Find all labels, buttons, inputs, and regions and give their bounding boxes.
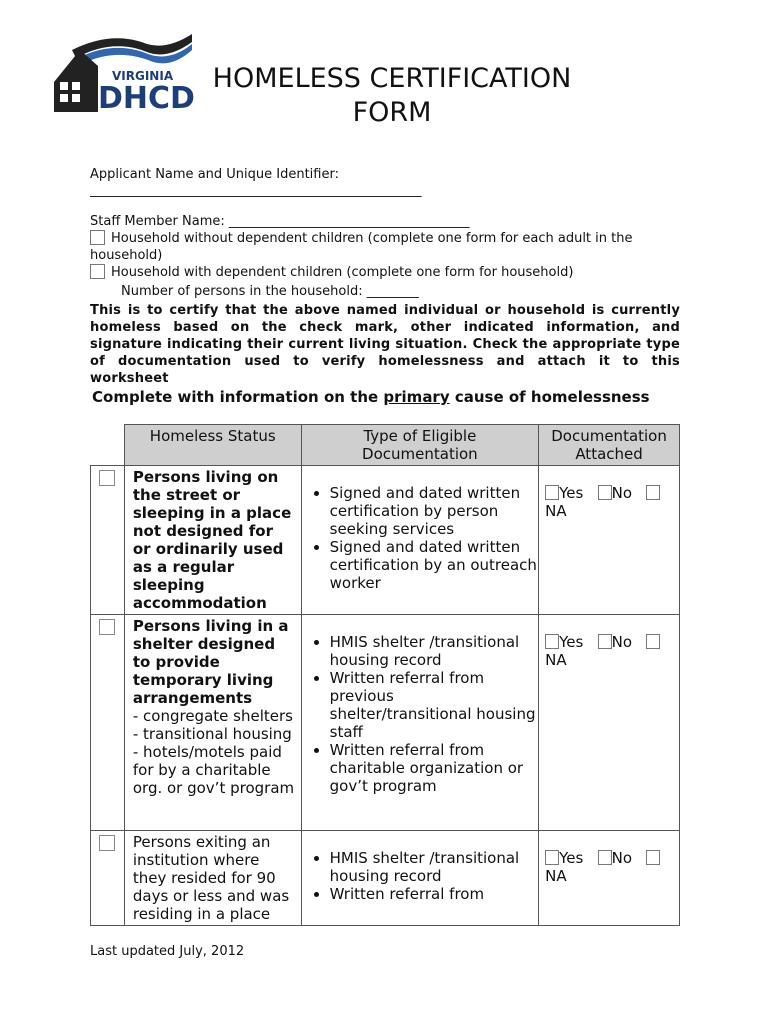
na-label: NA — [545, 502, 567, 520]
staff-input[interactable]: _____________________________________ — [228, 214, 470, 229]
na-label: NA — [545, 651, 567, 669]
docs-list — [302, 849, 538, 903]
attached-cell — [539, 466, 680, 615]
docs-cell — [301, 615, 538, 831]
attached-cell — [539, 615, 680, 831]
no-checkbox[interactable] — [598, 485, 612, 500]
applicant-input[interactable]: ___________________________________________________ — [90, 183, 422, 198]
primary-heading-after: cause of homelessness — [449, 388, 650, 406]
last-updated: Last updated July, 2012 — [90, 944, 245, 959]
persons-row — [121, 283, 419, 300]
row-checkbox-cell — [91, 466, 125, 615]
household-without-label: Household without dependent children (complete one form for each adult in the household) — [90, 231, 633, 263]
attached-options — [545, 849, 673, 867]
row-checkbox-cell — [91, 831, 125, 926]
yes-checkbox[interactable] — [545, 485, 559, 500]
primary-heading-underlined: primary — [383, 388, 450, 406]
row-checkbox[interactable] — [99, 470, 115, 486]
primary-cause-heading — [92, 388, 650, 406]
header-blank — [91, 425, 125, 466]
docs-item: • Written referral from previous shelter/transitional housing staff — [330, 669, 538, 741]
header-homeless-status: Homeless Status — [124, 425, 301, 466]
docs-item: • Written referral from — [330, 885, 538, 903]
status-cell — [124, 831, 301, 926]
household-with-checkbox[interactable] — [90, 264, 105, 279]
status-normal: - congregate shelters - transitional housing - hotels/motels paid for by a charitable org. or gov’t program — [132, 707, 295, 797]
header-documentation-type: Type of Eligible Documentation — [301, 425, 538, 466]
docs-item: • HMIS shelter /transitional housing record — [330, 633, 538, 669]
row-checkbox[interactable] — [99, 619, 115, 635]
status-bold: Persons living in a shelter designed to provide temporary living arrangements — [132, 617, 289, 707]
docs-list — [302, 484, 538, 592]
docs-list — [302, 633, 538, 795]
primary-heading-before: Complete with information on the — [92, 388, 384, 406]
staff-row — [90, 213, 469, 230]
staff-label: Staff Member Name: — [90, 214, 225, 229]
dhcd-logo — [52, 30, 194, 112]
no-checkbox[interactable] — [598, 634, 612, 649]
docs-item: • Signed and dated written certification by an outreach worker — [330, 538, 538, 592]
docs-cell — [301, 466, 538, 615]
na-label: NA — [545, 867, 567, 885]
row-checkbox-cell — [91, 615, 125, 831]
certify-statement: This is to certify that the above named individual or household is currently homeless based on the check mark, other indicated information, and signature indicating their current living situation. Check the appropriate type of documentation used to verify homelessness and attach it to this worksheet — [90, 303, 680, 386]
form-title — [200, 62, 584, 130]
household-without-checkbox[interactable] — [90, 230, 105, 245]
household-with-label: Household with dependent children (complete one form for household) — [111, 265, 574, 280]
no-label: No — [611, 633, 633, 651]
attached-options — [545, 633, 673, 651]
household-with-option[interactable] — [90, 264, 680, 281]
status-cell — [124, 615, 301, 831]
status-bold: Persons living on the street or sleeping in a place not designed for or ordinarily used as a regular sleeping accommodation — [132, 468, 292, 612]
persons-label: Number of persons in the household: — [121, 284, 363, 299]
table-row — [91, 615, 680, 831]
homeless-status-table — [90, 424, 680, 926]
na-checkbox[interactable] — [646, 634, 660, 649]
household-without-option[interactable] — [90, 230, 680, 264]
persons-input[interactable]: ________ — [366, 284, 419, 299]
yes-label: Yes — [559, 633, 584, 651]
yes-label: Yes — [559, 849, 584, 867]
status-normal: Persons exiting an institution where they resided for 90 days or less and was residing in a place — [132, 833, 290, 923]
logo-main-text: DHCD — [98, 81, 194, 112]
na-checkbox[interactable] — [646, 850, 660, 865]
yes-checkbox[interactable] — [545, 850, 559, 865]
docs-item: • Written referral from charitable organization or gov’t program — [330, 741, 538, 795]
yes-label: Yes — [559, 484, 584, 502]
status-cell — [124, 466, 301, 615]
attached-cell — [539, 831, 680, 926]
applicant-label: Applicant Name and Unique Identifier: — [90, 167, 339, 182]
docs-cell — [301, 831, 538, 926]
logo-top-text: VIRGINIA — [112, 69, 174, 83]
docs-item: • Signed and dated written certification by person seeking services — [330, 484, 538, 538]
yes-checkbox[interactable] — [545, 634, 559, 649]
form-title-line2: FORM — [352, 97, 432, 128]
na-checkbox[interactable] — [646, 485, 660, 500]
table-row — [91, 466, 680, 615]
form-title-line1: HOMELESS CERTIFICATION — [212, 63, 572, 94]
table-row — [91, 831, 680, 926]
docs-item: • HMIS shelter /transitional housing record — [330, 849, 538, 885]
attached-options — [545, 484, 673, 502]
no-label: No — [611, 484, 633, 502]
table-header-row — [91, 425, 680, 466]
row-checkbox[interactable] — [99, 835, 115, 851]
no-label: No — [611, 849, 633, 867]
header-documentation-attached: Documentation Attached — [539, 425, 680, 466]
no-checkbox[interactable] — [598, 850, 612, 865]
